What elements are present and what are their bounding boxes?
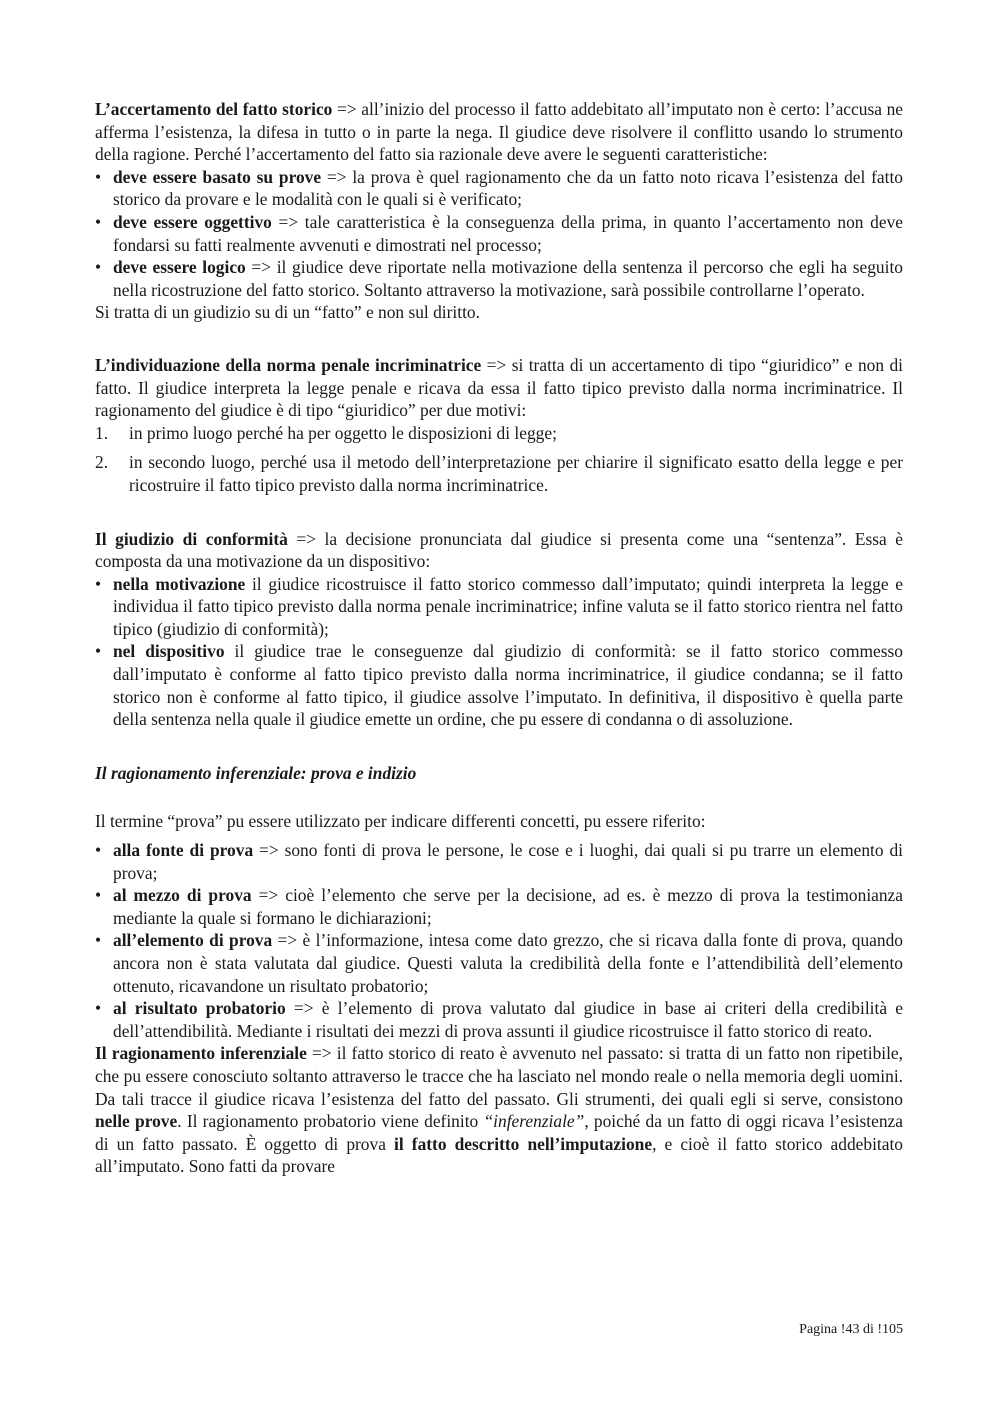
ragionamento-inferenziale-paragraph: Il ragionamento inferenziale => il fatto storico di reato è avvenuto nel passato: si tratta di un fatto non ripetibile, che pu essere conosciuto soltanto attraverso le tracce che ha lasciato nel mondo reale o nella memoria degli uomini. Da tali tracce il giudice ricava l’esistenza del fatto del passato. Gli strumenti, dei quali egli si serve, consistono nelle prove. Il ragionamento probatorio viene definito “inferenziale”, poiché da un fatto di oggi ricava l’esistenza di un fatto passato. È oggetto di prova il fatto descritto nell’imputazione, e cioè il fatto storico addebitato all’imputato. Sono fatti da provare bbox=[95, 1043, 903, 1177]
list-item: 2. in secondo luogo, perché usa il metodo dell’interpretazione per chiarire il significato esatto della legge e per ricostruire il fatto tipico previsto dalla norma incriminatrice. bbox=[95, 452, 903, 495]
prova-intro: Il termine “prova” pu essere utilizzato per indicare differenti concetti, pu essere riferito: bbox=[95, 811, 706, 832]
norma-numbered-list bbox=[95, 422, 903, 497]
prova-bullet-list bbox=[95, 839, 903, 1042]
section-heading-inferenziale: Il ragionamento inferenziale: prova e indizio bbox=[95, 762, 417, 783]
section-title: L’individuazione della norma penale incriminatrice bbox=[95, 354, 482, 375]
list-item: • deve essere basato su prove => la prova è quel ragionamento che da un fatto noto ricava l’esistenza del fatto storico da provare e le modalità con le quali si è verificato; bbox=[95, 166, 903, 211]
section-conformita-paragraph: Il giudizio di conformità => la decisione pronunciata dal giudice si presenta come una “sentenza”. Essa è composta da una motivazione da un dispositivo: bbox=[95, 528, 903, 572]
list-item: • al mezzo di prova => cioè l’elemento che serve per la decisione, ad es. è mezzo di prova la testimonianza mediante la quale si formano le dichiarazioni; bbox=[95, 884, 903, 929]
list-item: • al risultato probatorio => è l’elemento di prova valutato dal giudice in base ai criteri della credibilità e dell’attendibilità. Mediante i risultati dei mezzi di prova assunti il giudice ricostruisce il fatto storico di reato. bbox=[95, 997, 903, 1042]
list-item: • alla fonte di prova => sono fonti di prova le persone, le cose e i luoghi, dai quali si pu trarre un elemento di prova; bbox=[95, 839, 903, 884]
list-item: 1. in primo luogo perché ha per oggetto le disposizioni di legge; bbox=[95, 422, 557, 443]
section-title: Il giudizio di conformità bbox=[95, 528, 288, 549]
section-title: L’accertamento del fatto storico bbox=[95, 99, 333, 119]
list-item: • all’elemento di prova => è l’informazione, intesa come dato grezzo, che si ricava dalla fonte di prova, quando ancora non è stata valutata dal giudice. Questi valuta la credibilità della fonte e l’attendibilità dell’elemento ottenuto, ricavandone un risultato probatorio; bbox=[95, 929, 903, 997]
list-item: • nella motivazione il giudice ricostruisce il fatto storico commesso dall’imputato; quindi interpreta la legge e individua il fatto tipico previsto dalla norma penale incriminatrice; infine valuta se il fatto storico rientra nel fatto tipico (giudizio di conformità); bbox=[95, 573, 903, 641]
accertamento-bullet-list bbox=[95, 166, 903, 302]
list-item: • nel dispositivo il giudice trae le conseguenze dal giudizio di conformità: se il fatto storico commesso dall’imputato è conforme al fatto tipico previsto dalla norma incriminatrice, il giudice condanna; se il fatto storico non è conforme al fatto tipico, il giudice assolve l’imputato. In definitiva, il dispositivo è quella parte della sentenza nella quale il giudice emette un ordine, che pu essere di condanna o di assoluzione. bbox=[95, 640, 903, 730]
accertamento-closing: Si tratta di un giudizio su di un “fatto” e non sul diritto. bbox=[95, 302, 480, 323]
list-item: • deve essere logico => il giudice deve riportate nella motivazione della sentenza il percorso che egli ha seguito nella ricostruzione del fatto storico. Soltanto attraverso la motivazione, sarà possibile controllarne l’operato. bbox=[95, 256, 903, 301]
section-norma-paragraph: L’individuazione della norma penale incriminatrice => si tratta di un accertamento di tipo “giuridico” e non di fatto. Il giudice interpreta la legge penale e ricava da essa il fatto tipico previsto dalla norma incriminatrice. Il ragionamento del giudice è di tipo “giuridico” per due motivi: bbox=[95, 354, 903, 421]
conformita-bullet-list bbox=[95, 573, 903, 731]
document-page bbox=[95, 98, 903, 1178]
page-number-footer: Pagina !43 di !105 bbox=[799, 1322, 903, 1337]
section-accertamento-paragraph: L’accertamento del fatto storico => all’inizio del processo il fatto addebitato all’imputato non è certo: l’accusa ne afferma l’esistenza, la difesa in tutto o in parte la nega. Il giudice deve risolvere il conflitto usando lo strumento della ragione. Perché l’accertamento del fatto sia razionale deve avere le seguenti caratteristiche: bbox=[95, 99, 903, 165]
list-item: • deve essere oggettivo => tale caratteristica è la conseguenza della prima, in quanto l’accertamento non deve fondarsi su fatti realmente avvenuti e dimostrati nel processo; bbox=[95, 211, 903, 256]
